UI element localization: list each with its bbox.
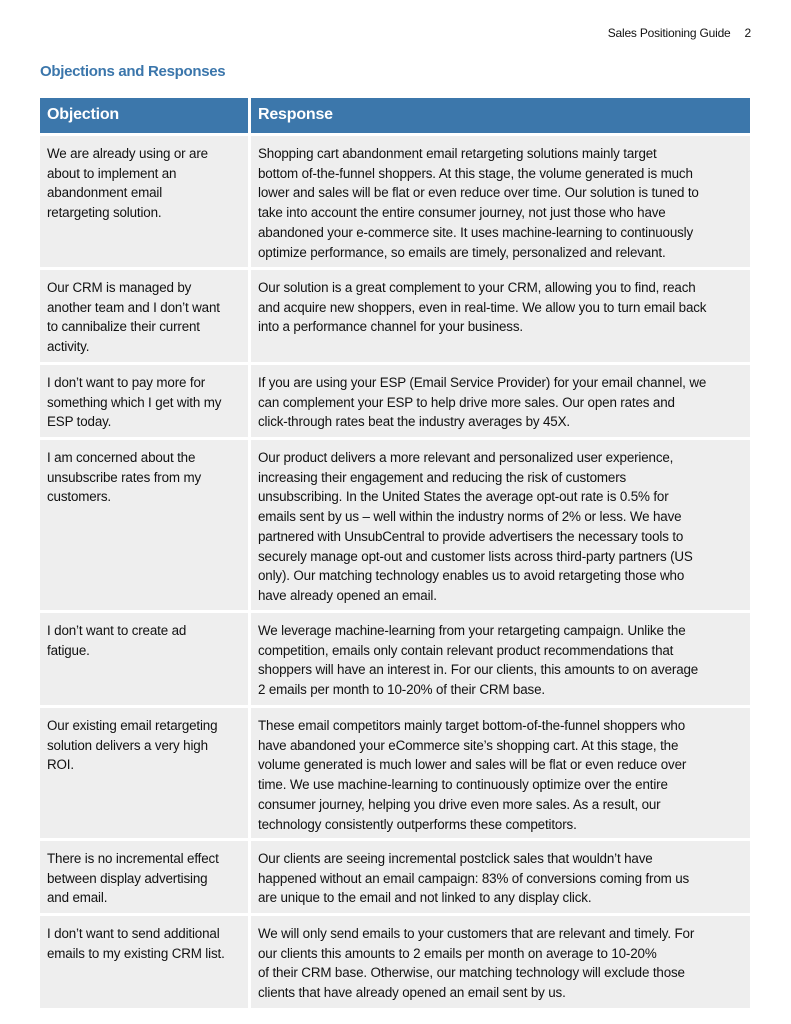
objection-cell: Our existing email retargeting solution delivers a very high ROI. xyxy=(40,708,248,838)
response-cell: If you are using your ESP (Email Service Provider) for your email channel, we can complement your ESP to help drive more sales. Our open rates and click-through rates beat the industry averages by 45X. xyxy=(251,365,750,437)
objection-cell: I don’t want to send additional emails to my existing CRM list. xyxy=(40,916,248,1008)
objection-cell: I don’t want to create ad fatigue. xyxy=(40,613,248,705)
response-cell: These email competitors mainly target bottom-of-the-funnel shoppers who have abandoned your eCommerce site’s shopping cart. At this stage, the volume generated is much lower and sales will be flat or even reduce over time. We use machine-learning to continuously optimize over the entire consumer journey, helping you drive even more sales. As a result, our technology consistently outperforms these competitors. xyxy=(251,708,750,838)
running-header xyxy=(608,26,751,40)
table-row xyxy=(40,440,750,610)
table-row xyxy=(40,916,750,1008)
response-cell: Our solution is a great complement to your CRM, allowing you to find, reach and acquire new shoppers, even in real-time. We allow you to turn email back into a performance channel for your business. xyxy=(251,270,750,362)
objection-cell: There is no incremental effect between display advertising and email. xyxy=(40,841,248,913)
objection-cell: Our CRM is managed by another team and I don’t want to cannibalize their current activity. xyxy=(40,270,248,362)
table-row xyxy=(40,270,750,362)
section-title: Objections and Responses xyxy=(40,63,226,80)
response-cell: Our clients are seeing incremental postclick sales that wouldn’t have happened without an email campaign: 83% of conversions coming from us are unique to the email and not linked to any display click. xyxy=(251,841,750,913)
objection-cell: I don’t want to pay more for something which I get with my ESP today. xyxy=(40,365,248,437)
objection-cell: We are already using or are about to implement an abandonment email retargeting solution. xyxy=(40,136,248,267)
document-title: Sales Positioning Guide xyxy=(607,26,731,40)
table-row xyxy=(40,365,750,437)
column-header-response: Response xyxy=(251,98,750,133)
table-row xyxy=(40,613,750,705)
table-row xyxy=(40,136,750,267)
column-header-objection: Objection xyxy=(40,98,248,133)
response-cell: Shopping cart abandonment email retargeting solutions mainly target bottom of-the-funnel shoppers. At this stage, the volume generated is much lower and sales will be flat or even reduce over time. Our solution is tuned to take into account the entire consumer journey, not just those who have abandoned your e-commerce site. It uses machine-learning to continuously optimize performance, so emails are timely, personalized and relevant. xyxy=(251,136,750,267)
table-row xyxy=(40,841,750,913)
response-cell: Our product delivers a more relevant and personalized user experience, increasing their engagement and reducing the risk of customers unsubscribing. In the United States the average opt-out rate is 0.5% for emails sent by us – well within the industry norms of 2% or less. We have partnered with UnsubCentral to provide advertisers the necessary tools to securely manage opt-out and customer lists across third-party partners (US only). Our matching technology enables us to avoid retargeting those who have already opened an email. xyxy=(251,440,750,610)
response-cell: We leverage machine-learning from your retargeting campaign. Unlike the competition, emails only contain relevant product recommendations that shoppers will have an interest in. For our clients, this amounts to on average 2 emails per month to 10-20% of their CRM base. xyxy=(251,613,750,705)
table-header-row xyxy=(40,98,750,133)
objections-table xyxy=(40,98,750,1011)
response-cell: We will only send emails to your customers that are relevant and timely. For our clients this amounts to 2 emails per month on average to 10-20% of their CRM base. Otherwise, our matching technology will exclude those clients that have already opened an email sent by us. xyxy=(251,916,750,1008)
table-row xyxy=(40,708,750,838)
page-number: 2 xyxy=(744,26,751,40)
objection-cell: I am concerned about the unsubscribe rates from my customers. xyxy=(40,440,248,610)
